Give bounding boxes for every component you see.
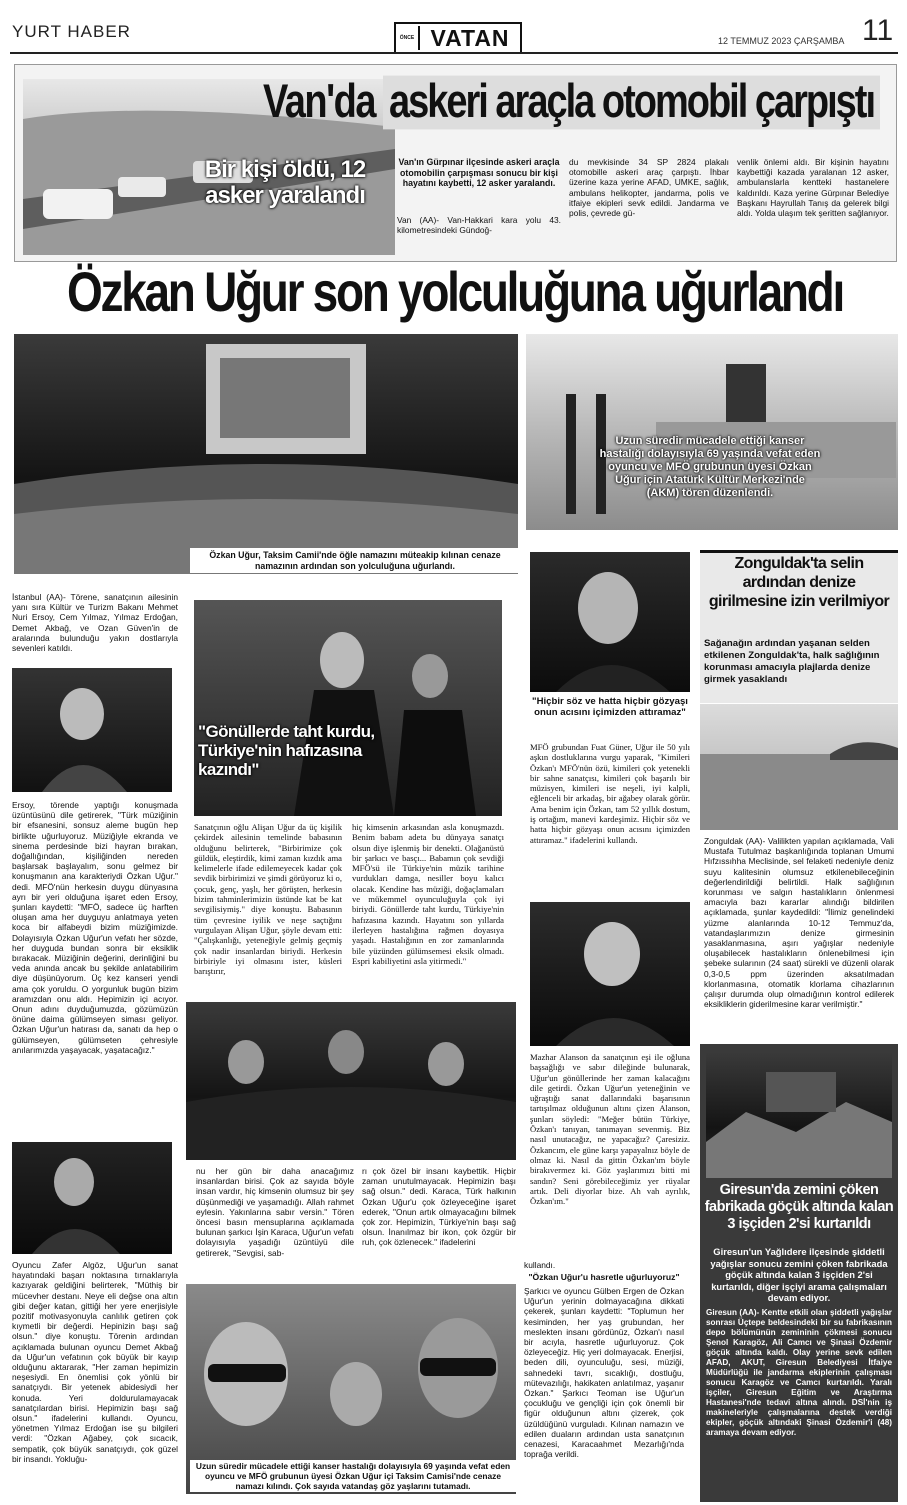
ersoy-photo [12, 668, 172, 792]
mid-col1-text: Sanatçının oğlu Alişan Uğur da üç kişilik çekirdek ailesinin temelinde babasının olduğunu belirterek, "Birbirimize çok güldük, eleştirdik, kimi zaman kızdık ama kelimelerle ifade edilemeyecek kadar çok sevdik birbirimizi ve şimdi görüyoruz ki o, çocuk, genç, yaşlı, her görüşten, herkesin bizim tahminlerimizin üstünde kat be kat sevgilisiymiş." diye konuştu. Babasının tüm çevresine iyilik ve neşe saçtığını vurgulayan Alişan Uğur, şöyle devam etti: "Çalışkanlığı, yeteneğiyle gelmiş geçmiş çok nadir insanlardan biriydi. Herkesin birbiriyle iyi olmasını ister, küsleri barıştırır, [194, 822, 342, 977]
van-col1: Van (AA)- Van-Hakkari kara yolu 43. kilometresindeki Gündoğ- [397, 215, 561, 236]
van-headline-light: askeri araçla otomobil çarpıştı [383, 75, 880, 129]
mid-lower2-text: rı çok özel bir insanı kaybettik. Hiçbir zaman unutulmayacak. Hepimizin başı sağ olsun." dedi. Karaca, Türk halkının Özkan Uğur'u çok özleyeceğine işaret ederek, "Onun artık olmayacağını bilmek çok zor. Hepimizin, Türkiye'nin başı sağ olsun. İnanılmaz bir ikon, çok özgür bir ruh, çok özlenecek." ifadelerini [362, 1166, 516, 1248]
giresun-box [700, 1044, 898, 1502]
main-headline: Özkan Uğur son yolculuğuna uğurlandı [67, 260, 843, 324]
algoz-graphic [12, 1142, 172, 1254]
mazhar-graphic [530, 902, 690, 1046]
van-photo-overlay: Bir kişi öldü, 12 asker yaralandı [204, 156, 366, 209]
zonguldak-lead: Sağanağın ardından yaşanan selden etkilenen Zonguldak'ta, halk sağlığının korunması amacıyla plajlarda denize girmek yasaklandı [704, 638, 880, 685]
van-col3: venlik önlemi aldı. Bir kişinin hayatını kaybettiği kazada yaralanan 12 asker, ambulanslarla kentteki hastanelere kaldırıldı. Kaza yerine Gürpınar Belediye Başkanı Hayrullah Tanış da gelerek bilgi aldı. Yolda ulaşım tek şeritten sağlanıyor. [737, 157, 889, 219]
giresun-lead: Giresun'un Yağlıdere ilçesinde şiddetli yağışlar sonucu zemini çöken fabrikada göçük altında kalan 3 işçiden 2'si kurtarıldı, diğer işçiyi arama çalışmaları devam ediyor. [710, 1246, 888, 1303]
fuat-graphic [530, 552, 690, 692]
giresun-headline: Giresun'da zemini çöken fabrikada göçük altında kalan 3 işçiden 2'si kurtarıldı [704, 1182, 894, 1232]
mazhar-text: Mazhar Alanson da sanatçının eşi ile oğluna başsağlığı ve sabır dileğinde bulunarak, Uğur'un gönüllerinde her zaman kalacağını dile getirdi. Özkan Uğur'un yeteneğinin ve uğraştığı sanat dallarındaki başarısının tartışılmaz olduğunun altını çizen Alanson, şunları söyledi: "Meğer bütün Türkiye, Özkan'ı tanıyan, tanımayan sevenmiş. Biz nasıl unutacağız, ne yapacağız? Çaresiziz. Özkancım, ele güne karşı yapayalnız böyle de olmaz ki. Nasıl da gittin Özkan'ım böyle birakıvermez ki. Göz yaşlarımızı bitti mi sandın? Seni görebileceğimiz yer rüyalar artık. Deli diyorlar bize. Ah vah ayrılık, Özkan'ım." [530, 1052, 690, 1207]
logo-badge: ÖNCE [396, 26, 420, 50]
left-bottom-text: Oyuncu Zafer Algöz, Uğur'un sanat hayatındaki başarı noktasına tırnaklarıyla kazıyarak geldiğini belirterek, "Müthiş bir mücevher destanı. Neye eli değse ona altın gibi değer katan, gittiği her yere enerjisiyle pozitif motivasyonuyla canlılık getiren çok kıymetli bir değerdi. Hepinizin başı sağ olsun." diye konuştu. Törenin ardından açıklamada bulunan oyuncu Demet Akbağ da Uğur'un vefatının çok büyük bir kayıp olduğunu aktararak, "Her zaman hepimizin neşesiydi. En önemlisi çok yönlü bir sanatçıydı. Bir yetenek abidesiydi her konuda. Yeri doldurulamayacak sanatçılardan birisi. Hepimizin başı sağ olsun." ifadelerini kullandı. Oyuncu, yönetmen Yılmaz Erdoğan ise şu bilgileri verdi: "Özkan Ağabey, çok sıcacık, sempatik, çok büyük sanatçıydı, çok güzel bir insandı. Yokluğu- [12, 1260, 178, 1464]
zonguldak-text: Zonguldak (AA)- Valilikten yapılan açıklamada, Vali Mustafa Tutulmaz başkanlığında toplanan Umumi Hıfzıssıhha Meclisinde, sel felaketi nedeniyle deniz suyu kalitesinin olumsuz etkilenebileceğinin değerlendirildiği belirtildi. Halk sağlığının korunması ve salgın hastalıkların önlenmesi amacıyla bazı kararlar alındığı bildirilen açıklamada, şunlar kaydedildi: "İlimiz genelindeki yüzme alanlarında 10-12 Temmuz'da, vatandaşlarımızın denize girmesinin yasaklanmasına, aşırı yağışlar nedeniyle oluşabilecek hastalıkların önlenebilmesi için şebeke sularının (24 saat) sürekli ve düzenli olarak 0,3-0,5 ppm üzerinden aksatılmadan klorlanmasına, otomatik klorlama cihazlarının çalışır durumda olup olmadığının kontrol edilerek eksikliklerin giderilmesine karar verilmiştir." [704, 836, 894, 1010]
issue-date: 12 TEMMUZ 2023 ÇARŞAMBA [718, 36, 845, 46]
coffin-graphic [526, 334, 898, 530]
left-mid-text: Ersoy, törende yaptığı konuşmada üzüntüsünü dile getirerek, "Türk müziğinin bir efsanesini, sonsuz aleme bugün hep birlikte uğurluyoruz. Müziğiyle ekranda ve sinema perdesinde bizi hayran bırakan, doğallığından, kişiliğinden nereden başlarsak başlayalım, sonu gelmez bir konuşmanın ana karakteriydi Özkan Uğur." dedi. MFÖ'nün herkesin duygu dünyasına ayrı bir yeri olduğuna işaret eden Ersoy, şunları kaydetti: "MFÖ, sadece üç harften oluşan ama her duyguyu anlatmaya yeten koca bir alfabeydi bizim müziğimizde. Dolayısıyla Özkan Uğur'un vefatı her sözde, her duyguda bundan sonra bir eksiklik bırakacak. Müziğinin değerini, derinliğini bu veda anında ancak bu şekilde anlatabilirim diye düşünüyorum. Üç kez kanseri yendi ama çok yoruldu. O yorgunluk bugün bizim aramızdan onu aldı. Hepimizin içi acıyor. Onun adını duyduğumuzda, gözümüzün önüne daima gülümseyen siması geliyor. Özkan Uğur'un hatırası da, sanatı da hep o gülümseyen, gülümseten çehresiyle anılarımızda yaşayacak, yaşatacağız." [12, 800, 178, 1055]
van-headline-dark: Van'da [263, 75, 375, 128]
algoz-photo [12, 1142, 172, 1254]
mid-col2-text: hiç kimsenin arkasından asla konuşmazdı. Benim babam adeta bu dünyaya sanatçı olsun diye işlenmiş bir denekti. Olağanüstü bir şarkıcı ve basçı... Babamın çok sevdiği MFÖ'sü ile Türkiye'nin müzik tarihine vurdukları damga, nesiller boyu kalıcı olacak. Kendine has müziği, doğaçlamaları ve mükemmel oyunculuğuyla çok iyi biriydi. Gönüllerde taht kurdu, Türkiye'nin hafızasına kazındı. Hayatını son yıllarda ilerleyen hastalığına rağmen doyasıya yaşadı. Hastalığının en zor zamanlarında bile yüzünden gülümsemesi eksik olmadı. Espri kabiliyetini asla yitirmedi." [352, 822, 504, 966]
fuat-photo [530, 552, 690, 692]
mourners-caption: Uzun süredir mücadele ettiği kanser hastalığı dolayısıyla 69 yaşında vefat eden oyuncu ve MFÖ grubunun üyesi Özkan Uğur içi Taksim Camisi'nde cenaze namazı kılındı. Çok sayıda vatandaş göz yaşlarını tutamadı. [190, 1460, 516, 1492]
van-story-box [14, 64, 897, 262]
funeral-hall-photo [14, 334, 518, 574]
mid-lower1-text: nu her gün bir daha anacağımız insanlardan birisi. Çok az sayıda böyle insan vardır, hiç kimsenin olumsuz bir şey düşünmediği ve yaşamadığı. Allah rahmet eylesin. Yakınlarına sabır versin." Tören öncesi basın mensuplarına açıklamada bulunan şarkıcı İşin Karaca, Uğur'un vefatı dolayısıyla yaşadığı üzüntüyü dile getirerek, "Sevgisi, sab- [196, 1166, 354, 1258]
page-number: 11 [862, 14, 894, 47]
ersoy-graphic [12, 668, 172, 792]
stage-quote: "Gönüllerde taht kurdu, Türkiye'nin hafızasına kazındı" [198, 722, 375, 779]
giresun-photo [706, 1052, 892, 1178]
fuat-quote: "Hiçbir söz ve hatta hiçbir gözyaşı onun acısını içimizden attıramaz" [532, 696, 688, 718]
zonguldak-sea-photo [700, 704, 898, 830]
hall-graphic [14, 334, 518, 574]
gulben-text: Şarkıcı ve oyuncu Gülben Ergen de Özkan Uğur'un yerinin dolmayacağına dikkati çekerek, şunları kaydetti: "Toplumun her kesiminden, her yaş grubundan, her meslekten insanı gördünüz, Özkan'ı nasıl bir acıyla, hasretle uğurluyoruz. Çok özleyeceğiz. Hiç yeri dolmayacak. Enerjisi, beden dili, oyunculuğu, sesi, müziği, sahnedeki tavrı, sıcaklığı, dostluğu, mütevazılığı, hakikaten anlatılmaz, yaşanır Özkan." Şarkıcı Teoman ise Uğur'un çocukluğu ve gençliği için çok önemli bir figür olduğunun altını çizerek, çok üzüldüğünü vurguladı. Kılınan namazın ve edilen duaların ardından usta sanatçının cenazesi, Karacaahmet Mezarlığı'nda toprağa verildi. [524, 1286, 684, 1460]
newspaper-logo [394, 22, 522, 54]
coffin-photo [526, 334, 898, 530]
giresun-graphic [706, 1052, 892, 1178]
gulben-subheading: "Özkan Uğur'u hasretle uğurluyoruz" [528, 1272, 680, 1282]
zonguldak-graphic [700, 704, 898, 830]
fuat-text: MFÖ grubundan Fuat Güner, Uğur ile 50 yılı aşkın dostluklarına vurgu yaparak, "Kimileri Özkan'ı MFÖ'nün özü, kimileri çok yetenekli bir sahne sanatçısı, kimileri çok başarılı bir müzisyen, kimileri ise neşeli, iyi kalpli, eğlenceli bir arkadaş, bir ağabey olarak görür. Ama benim için Özkan, tam 52 yıllık dostum, iş ortağım, manevi kardeşimiz. Hiçbir söz ve hatta hiçbir gözyaşı onun acısını içimizden attıramaz." ifadelerini kullandı. [530, 742, 690, 845]
hall-caption: Özkan Uğur, Taksim Camii'nde öğle namazını müteakip kılınan cenaze namazının ardından son yolculuğuna uğurlandı. [190, 548, 520, 573]
left-top-text: İstanbul (AA)- Törene, sanatçının ailesinin yanı sıra Kültür ve Turizm Bakanı Mehmet Nuri Ersoy, Cem Yılmaz, Yılmaz Erdoğan, Demet Akbağ, ve Ozan Güven'in de aralarında bulunduğu yakın dostlarıyla sevenleri katıldı. [12, 592, 178, 654]
van-headline [263, 75, 887, 129]
van-lead: Van'ın Gürpınar ilçesinde askeri araçla otomobilin çarpışması sonucu bir kişi hayatını kaybetti, 12 asker yaralandı. [398, 157, 560, 188]
crowd-photo [186, 1002, 516, 1160]
van-col2: du mevkisinde 34 SP 2824 plakalı otomobille askeri araç çarpıştı. İhbar üzerine kaza yerine AFAD, UMKE, sağlık, ambulans helikopter, jandarma, polis ve itfaiye ekipleri sevk edildi. Jandarma ve polis, çevrede gü- [569, 157, 729, 219]
stage-photo [194, 600, 502, 816]
giresun-text: Giresun (AA)- Kentte etkili olan şiddetli yağışlar sonrası Üçtepe beldesindeki bir su fabrikasının depo bölümünün zemininin çökmesi sonucu Şenol Karagöz, Ali Camcı ve Şinasi Özdemir göçük altında kaldı. Olay yerine sevk edilen AFAD, AKUT, Giresun Belediyesi İtfaiye Müdürlüğü ile jandarma ekiplerinin çalışması sonucu Karagöz ve Camcı kurtarıldı. Yaralı işçiler, Giresun Eğitim ve Araştırma Hastanesi'nde tedavi altına alındı. DSİ'nin iş makineleriyle çalışmalarına destek verdiği ekipler, göçük altındaki Şinasi Özdemir'i (48) aramaya devam ediyor. [706, 1308, 892, 1437]
zonguldak-headline: Zonguldak'ta selin ardından denize girilmesine izin verilmiyor [708, 555, 890, 610]
gulben-top-text: kullandı. [524, 1260, 556, 1270]
mazhar-photo [530, 902, 690, 1046]
section-label: YURT HABER [12, 22, 131, 41]
crowd-graphic [186, 1002, 516, 1160]
zonguldak-box [700, 550, 898, 1044]
stage-graphic [194, 600, 502, 816]
coffin-caption: Uzun süredir mücadele ettiği kanser hastalığı dolayısıyla 69 yaşında vefat eden oyuncu ve MFÖ grubunun üyesi Özkan Uğur için Atatürk Kültür Merkezi'nde (AKM) tören düzenlendi. [599, 435, 821, 499]
logo-text: VATAN [430, 24, 510, 51]
header-rule [10, 52, 898, 54]
